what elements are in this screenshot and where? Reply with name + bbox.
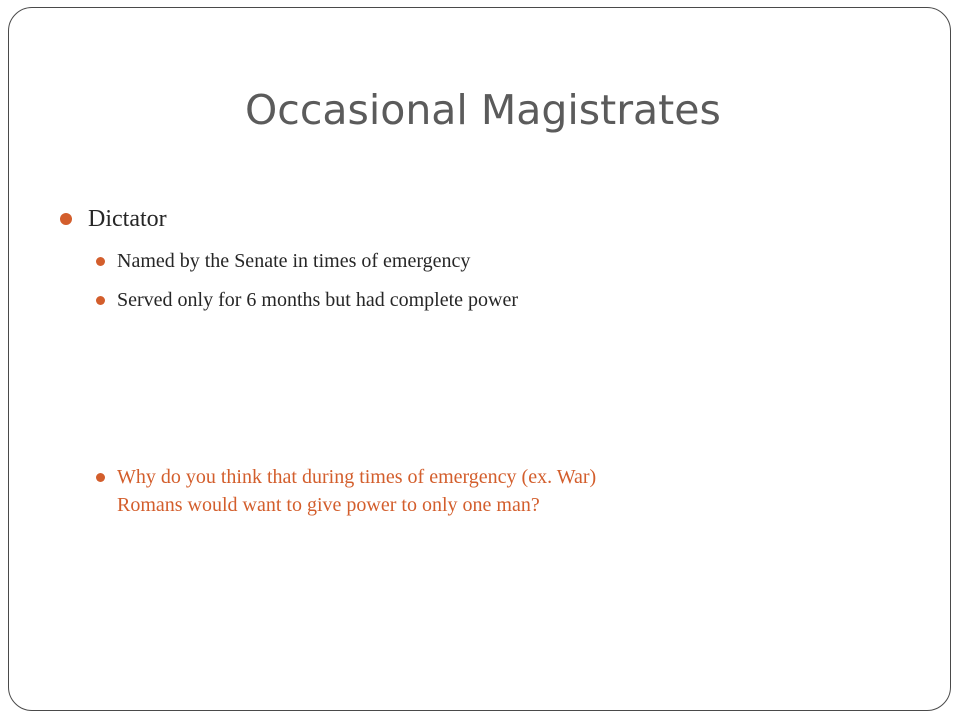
slide-title: Occasional Magistrates (245, 86, 721, 134)
bullet-icon (60, 213, 72, 225)
question-line-2: Romans would want to give power to only one man? (117, 494, 540, 516)
question-line-1: Why do you think that during times of emergency (ex. War) (117, 466, 597, 488)
bullet-text: Served only for 6 months but had complete power (117, 289, 519, 311)
bullet-icon (96, 473, 105, 482)
bullet-icon (96, 257, 105, 266)
bullet-text: Named by the Senate in times of emergency (117, 250, 471, 272)
question-text (117, 463, 596, 519)
bullet-icon (96, 296, 105, 305)
bullet-text: Dictator (88, 206, 167, 232)
